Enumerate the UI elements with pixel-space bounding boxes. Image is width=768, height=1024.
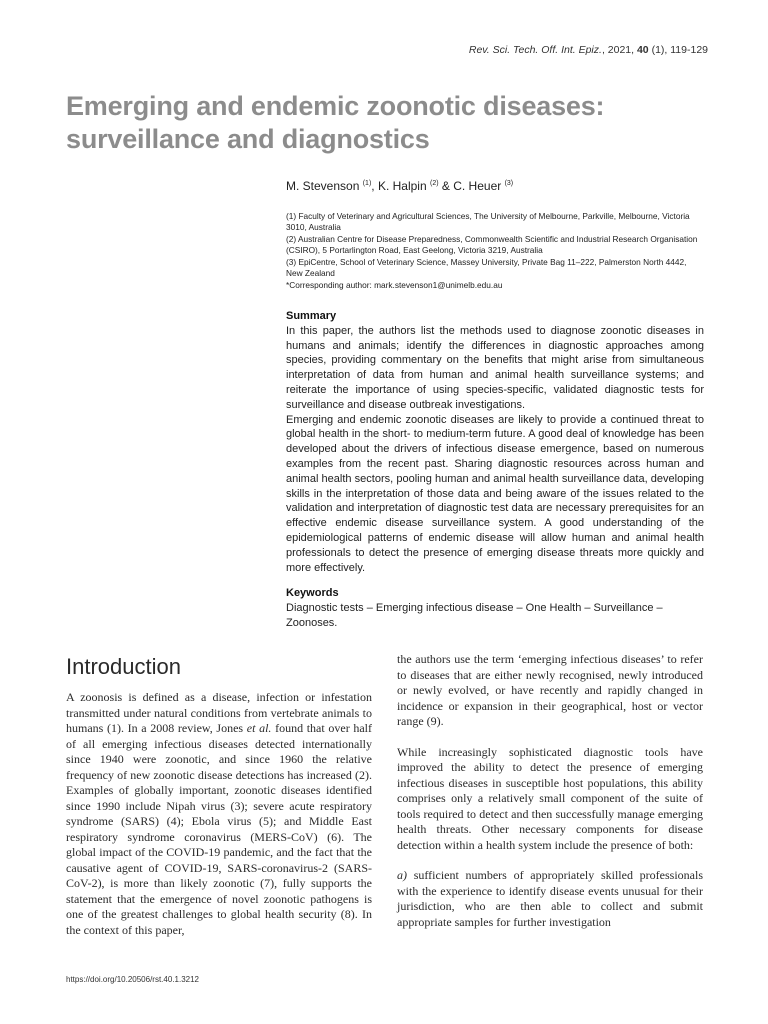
- author-2: , K. Halpin: [371, 179, 430, 193]
- corresponding-author: *Corresponding author: mark.stevenson1@unimelb.edu.au: [286, 280, 503, 290]
- affiliation-3: (3) EpiCentre, School of Veterinary Science, Massey University, Private Bag 11–222, Palmerston North 4442, New Zealand: [286, 257, 687, 278]
- author-3-affil: (3): [504, 180, 514, 187]
- author-1: M. Stevenson: [286, 179, 363, 193]
- summary-paragraph-2: Emerging and endemic zoonotic diseases are likely to provide a continued threat to global health in the short- to medium-term future. A good deal of knowledge has been developed about the drivers of infectious disease emergence, based on numerous examples from the recent past. Sharing diagnostic resources across human and animal health sectors, pooling human and animal health surveillance data, developing skills in the interpretation of those data and being aware of the issues related to the validation and interpretation of diagnostic test data are necessary prerequisites for an effective endemic disease surveillance system. A good understanding of the epidemiological patterns of endemic disease will allow human and animal health professionals to detect the presence of emerging disease threats more quickly and more effectively.: [286, 413, 704, 574]
- body-column-left: [66, 690, 372, 938]
- introduction-heading: Introduction: [66, 654, 181, 679]
- intro-paragraph-4: [397, 868, 703, 930]
- affiliation-1: (1) Faculty of Veterinary and Agricultural Sciences, The University of Melbourne, Parkville, Melbourne, Victoria 3010, Australia: [286, 211, 690, 232]
- journal-name: Rev. Sci. Tech. Off. Int. Epiz.: [468, 44, 602, 56]
- intro-paragraph-3: While increasingly sophisticated diagnostic tools have improved the ability to detect the presence of emerging infectious diseases in susceptible host populations, this ability comprises only a relatively small component of the suite of tools required to detect and then successfully manage emerging health threats. Other necessary components for disease detection within a health system include the presence of both:: [397, 744, 703, 852]
- keywords-section: [286, 586, 716, 630]
- keywords-heading: Keywords: [286, 587, 339, 599]
- journal-pages: (1), 119-129: [648, 44, 708, 56]
- intro-paragraph-1: [66, 690, 372, 938]
- summary-section: [286, 309, 704, 575]
- title-line-1: Emerging and endemic zoonotic diseases:: [66, 91, 605, 121]
- journal-year: , 2021,: [601, 44, 637, 56]
- summary-heading: Summary: [286, 310, 337, 322]
- author-1-affil: (1): [362, 180, 372, 187]
- et-al: et al.: [246, 721, 272, 735]
- keywords-text: Diagnostic tests – Emerging infectious disease – One Health – Surveillance – Zoonoses.: [286, 601, 663, 629]
- author-list: [286, 179, 513, 193]
- journal-volume: 40: [636, 44, 649, 56]
- list-label-a: a): [397, 868, 407, 882]
- intro-paragraph-2: the authors use the term ‘emerging infectious diseases’ to refer to diseases that are either newly recognised, newly introduced or newly evolved, or have recently and rapidly changed in incidence or expansion in their geographical, host or vector range (9).: [397, 652, 703, 728]
- doi-link[interactable]: https://doi.org/10.20506/rst.40.1.3212: [66, 975, 199, 984]
- paper-title: [66, 90, 706, 156]
- summary-paragraph-1: In this paper, the authors list the methods used to diagnose zoonotic diseases in humans and animals; identify the differences in diagnostic approaches among species, providing commentary on the benefits that might arise from simultaneous interpretation of data from human and animal health surveillance systems; and reiterate the importance of using species-specific, validated diagnostic tests for surveillance and disease outbreak investigations.: [286, 324, 704, 411]
- affiliations: [286, 211, 704, 292]
- title-line-2: surveillance and diagnostics: [66, 124, 430, 154]
- journal-citation: [469, 44, 708, 56]
- author-2-affil: (2): [429, 180, 439, 187]
- intro-text-part-1: A zoonosis is defined as a disease, infection or infestation transmitted under natural conditions from vertebrate animals to humans (1). In a 2008 review, Jones: [66, 690, 372, 735]
- author-3: & C. Heuer: [438, 179, 505, 193]
- intro-text-part-2: found that over half of all emerging infectious diseases detected internationally since 1940 were zoonotic, and since 1960 the relative frequency of new zoonotic disease detections has increased (2). Examples of globally important, zoonotic diseases identified since 1990 include Nipah virus (3); severe acute respiratory syndrome (SARS) (4); Ebola virus (5); and Middle East respiratory syndrome coronavirus (MERS-CoV) (6). The global impact of the COVID-19 pandemic, and the fact that the causative agent of COVID-19, SARS-coronavirus-2 (SARS-CoV-2), is more than likely zoonotic (7), fully supports the statement that the emergence of novel zoonotic pathogens is one of the greatest challenges to global health security (8). In the context of this paper,: [66, 721, 373, 937]
- list-item-a-text: sufficient numbers of appropriately skilled professionals with the experience to identify disease events unusual for their jurisdiction, who are then able to collect and submit appropriate samples for further investigation: [397, 868, 703, 929]
- body-column-right: [397, 652, 703, 930]
- affiliation-2: (2) Australian Centre for Disease Preparedness, Commonwealth Scientific and Industrial Research Organisation (CSIRO), 5 Portarlington Road, East Geelong, Victoria 3219, Australia: [286, 234, 698, 255]
